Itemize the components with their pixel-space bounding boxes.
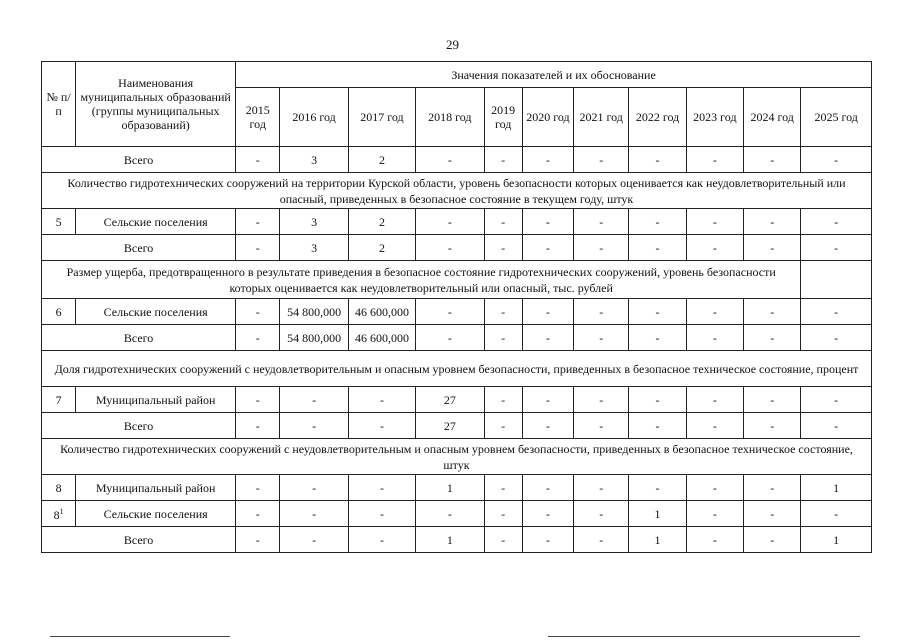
- value-cell: -: [280, 413, 348, 439]
- header-year: 2016 год: [280, 88, 348, 147]
- total-label: Всего: [42, 235, 236, 261]
- value-cell: -: [236, 413, 280, 439]
- value-cell: -: [686, 299, 743, 325]
- row-number: [42, 299, 76, 325]
- page-number: 29: [446, 37, 459, 52]
- header-values-title: Значения показателей и их обоснование: [236, 62, 872, 88]
- row-name: Муниципальный район: [76, 475, 236, 501]
- value-cell: -: [280, 475, 348, 501]
- value-cell: -: [744, 209, 801, 235]
- total-row: [42, 235, 872, 261]
- value-cell: -: [348, 501, 415, 527]
- value-cell: -: [522, 147, 573, 173]
- value-cell: -: [416, 501, 484, 527]
- value-cell: -: [416, 325, 484, 351]
- value-cell: -: [686, 413, 743, 439]
- value-cell: 1: [416, 527, 484, 553]
- value-cell: 54 800,000: [280, 299, 348, 325]
- row-number-text: 8: [53, 508, 60, 522]
- value-cell: -: [629, 209, 686, 235]
- row-name: Муниципальный район: [76, 387, 236, 413]
- header-name: Наименования муниципальных образований (группы муниципальных образований): [76, 62, 236, 147]
- value-cell: -: [280, 527, 348, 553]
- value-cell: -: [236, 325, 280, 351]
- table-row: [42, 299, 872, 325]
- value-cell: -: [236, 147, 280, 173]
- value-cell: 46 600,000: [348, 325, 415, 351]
- header-row-top: [42, 62, 872, 88]
- value-cell: 3: [280, 147, 348, 173]
- table-row: [42, 209, 872, 235]
- value-cell: -: [522, 209, 573, 235]
- section-title: Количество гидротехнических сооружений на территории Курской области, уровень безопасности которых оценивается как неудовлетворительный или опасный, приведенных в безопасное состояние в текущем году, штук: [42, 173, 872, 209]
- value-cell: -: [574, 299, 629, 325]
- value-cell: -: [484, 501, 522, 527]
- value-cell: -: [522, 325, 573, 351]
- value-cell: 1: [629, 501, 686, 527]
- value-cell: -: [574, 387, 629, 413]
- value-cell: -: [236, 209, 280, 235]
- header-year: 2015 год: [236, 88, 280, 147]
- row-number: [42, 209, 76, 235]
- value-cell: 2: [348, 209, 415, 235]
- value-cell: 3: [280, 209, 348, 235]
- value-cell: 27: [416, 387, 484, 413]
- value-cell: -: [484, 413, 522, 439]
- value-cell: -: [574, 501, 629, 527]
- section-row: [42, 439, 872, 475]
- value-cell: -: [348, 413, 415, 439]
- value-cell: -: [484, 475, 522, 501]
- value-cell: -: [416, 235, 484, 261]
- value-cell: -: [744, 413, 801, 439]
- value-cell: -: [629, 475, 686, 501]
- section-row: [42, 261, 872, 299]
- header-year: 2018 год: [416, 88, 484, 147]
- header-num: № п/п: [42, 62, 76, 147]
- value-cell: -: [574, 475, 629, 501]
- value-cell: -: [686, 209, 743, 235]
- section-title: Доля гидротехнических сооружений с неудовлетворительным и опасным уровнем безопасности, приведенных в безопасное техническое состояние, процент: [42, 351, 872, 387]
- value-cell: -: [801, 235, 872, 261]
- value-cell: -: [522, 299, 573, 325]
- row-number: [42, 475, 76, 501]
- row-number-text: 5: [55, 214, 62, 229]
- value-cell: -: [744, 501, 801, 527]
- value-cell: -: [574, 235, 629, 261]
- value-cell: -: [744, 325, 801, 351]
- value-cell: -: [236, 475, 280, 501]
- value-cell: -: [484, 147, 522, 173]
- value-cell: -: [629, 325, 686, 351]
- value-cell: -: [744, 235, 801, 261]
- section-title: Количество гидротехнических сооружений с неудовлетворительным и опасным уровнем безопасности, приведенных в безопасное техническое состояние, штук: [42, 439, 872, 475]
- header-year: 2017 год: [348, 88, 415, 147]
- value-cell: -: [574, 209, 629, 235]
- value-cell: 1: [416, 475, 484, 501]
- value-cell: -: [629, 387, 686, 413]
- row-number: [42, 387, 76, 413]
- header-year: 2020 год: [522, 88, 573, 147]
- indicators-table: [41, 61, 872, 553]
- value-cell: -: [348, 475, 415, 501]
- value-cell: 2: [348, 147, 415, 173]
- value-cell: -: [686, 501, 743, 527]
- value-cell: -: [484, 235, 522, 261]
- value-cell: -: [484, 387, 522, 413]
- value-cell: -: [522, 413, 573, 439]
- header-year: 2021 год: [574, 88, 629, 147]
- value-cell: -: [686, 325, 743, 351]
- footnote-rule: [50, 636, 230, 637]
- value-cell: -: [236, 387, 280, 413]
- value-cell: -: [629, 147, 686, 173]
- value-cell: -: [686, 235, 743, 261]
- value-cell: -: [629, 235, 686, 261]
- row-number: [42, 501, 76, 527]
- value-cell: -: [522, 501, 573, 527]
- value-cell: -: [686, 527, 743, 553]
- value-cell: -: [280, 501, 348, 527]
- value-cell: -: [484, 527, 522, 553]
- value-cell: 54 800,000: [280, 325, 348, 351]
- row-number-text: 6: [55, 304, 62, 319]
- table-row: [42, 501, 872, 527]
- footer-rule: [548, 636, 860, 637]
- value-cell: -: [522, 387, 573, 413]
- value-cell: -: [484, 299, 522, 325]
- value-cell: -: [744, 387, 801, 413]
- value-cell: -: [522, 475, 573, 501]
- total-label: Всего: [42, 325, 236, 351]
- value-cell: -: [801, 147, 872, 173]
- row-name: Сельские поселения: [76, 299, 236, 325]
- value-cell: -: [801, 299, 872, 325]
- total-row: [42, 527, 872, 553]
- value-cell: -: [574, 325, 629, 351]
- value-cell: -: [801, 501, 872, 527]
- header-year: 2024 год: [744, 88, 801, 147]
- value-cell: -: [236, 299, 280, 325]
- total-row: [42, 325, 872, 351]
- value-cell: -: [484, 325, 522, 351]
- section-row: [42, 173, 872, 209]
- header-year: 2025 год: [801, 88, 872, 147]
- value-cell: 1: [629, 527, 686, 553]
- value-cell: -: [801, 387, 872, 413]
- total-label: Всего: [42, 147, 236, 173]
- value-cell: -: [236, 501, 280, 527]
- value-cell: 2: [348, 235, 415, 261]
- value-cell: -: [416, 209, 484, 235]
- value-cell: -: [574, 147, 629, 173]
- value-cell: -: [801, 413, 872, 439]
- table-row: [42, 475, 872, 501]
- value-cell: -: [236, 527, 280, 553]
- section-row: [42, 351, 872, 387]
- row-number-text: 7: [55, 392, 62, 407]
- value-cell: -: [348, 527, 415, 553]
- value-cell: -: [744, 527, 801, 553]
- row-name: Сельские поселения: [76, 209, 236, 235]
- section-title: Размер ущерба, предотвращенного в результате приведения в безопасное состояние гидротехнических сооружений, уровень безопасности которых оценивается как неудовлетворительный или опасный, тыс. рублей: [42, 261, 801, 299]
- table-row: [42, 387, 872, 413]
- value-cell: -: [416, 147, 484, 173]
- value-cell: 46 600,000: [348, 299, 415, 325]
- header-year: 2019 год: [484, 88, 522, 147]
- value-cell: -: [484, 209, 522, 235]
- value-cell: -: [574, 413, 629, 439]
- value-cell: -: [744, 299, 801, 325]
- value-cell: 1: [801, 475, 872, 501]
- value-cell: -: [522, 235, 573, 261]
- value-cell: -: [574, 527, 629, 553]
- total-label: Всего: [42, 413, 236, 439]
- value-cell: -: [686, 147, 743, 173]
- total-row: [42, 413, 872, 439]
- value-cell: -: [686, 387, 743, 413]
- total-row: [42, 147, 872, 173]
- value-cell: -: [686, 475, 743, 501]
- row-number-text: 8: [55, 480, 62, 495]
- value-cell: -: [744, 147, 801, 173]
- value-cell: -: [416, 299, 484, 325]
- value-cell: -: [801, 209, 872, 235]
- value-cell: 27: [416, 413, 484, 439]
- value-cell: -: [801, 325, 872, 351]
- total-label: Всего: [42, 527, 236, 553]
- value-cell: -: [744, 475, 801, 501]
- row-number-superscript: 1: [59, 507, 64, 516]
- value-cell: -: [522, 527, 573, 553]
- value-cell: -: [629, 413, 686, 439]
- value-cell: -: [280, 387, 348, 413]
- row-name: Сельские поселения: [76, 501, 236, 527]
- value-cell: 1: [801, 527, 872, 553]
- value-cell: 3: [280, 235, 348, 261]
- header-year: 2023 год: [686, 88, 743, 147]
- value-cell: -: [629, 299, 686, 325]
- header-year: 2022 год: [629, 88, 686, 147]
- value-cell: -: [236, 235, 280, 261]
- value-cell: -: [348, 387, 415, 413]
- empty-cell: [801, 261, 872, 299]
